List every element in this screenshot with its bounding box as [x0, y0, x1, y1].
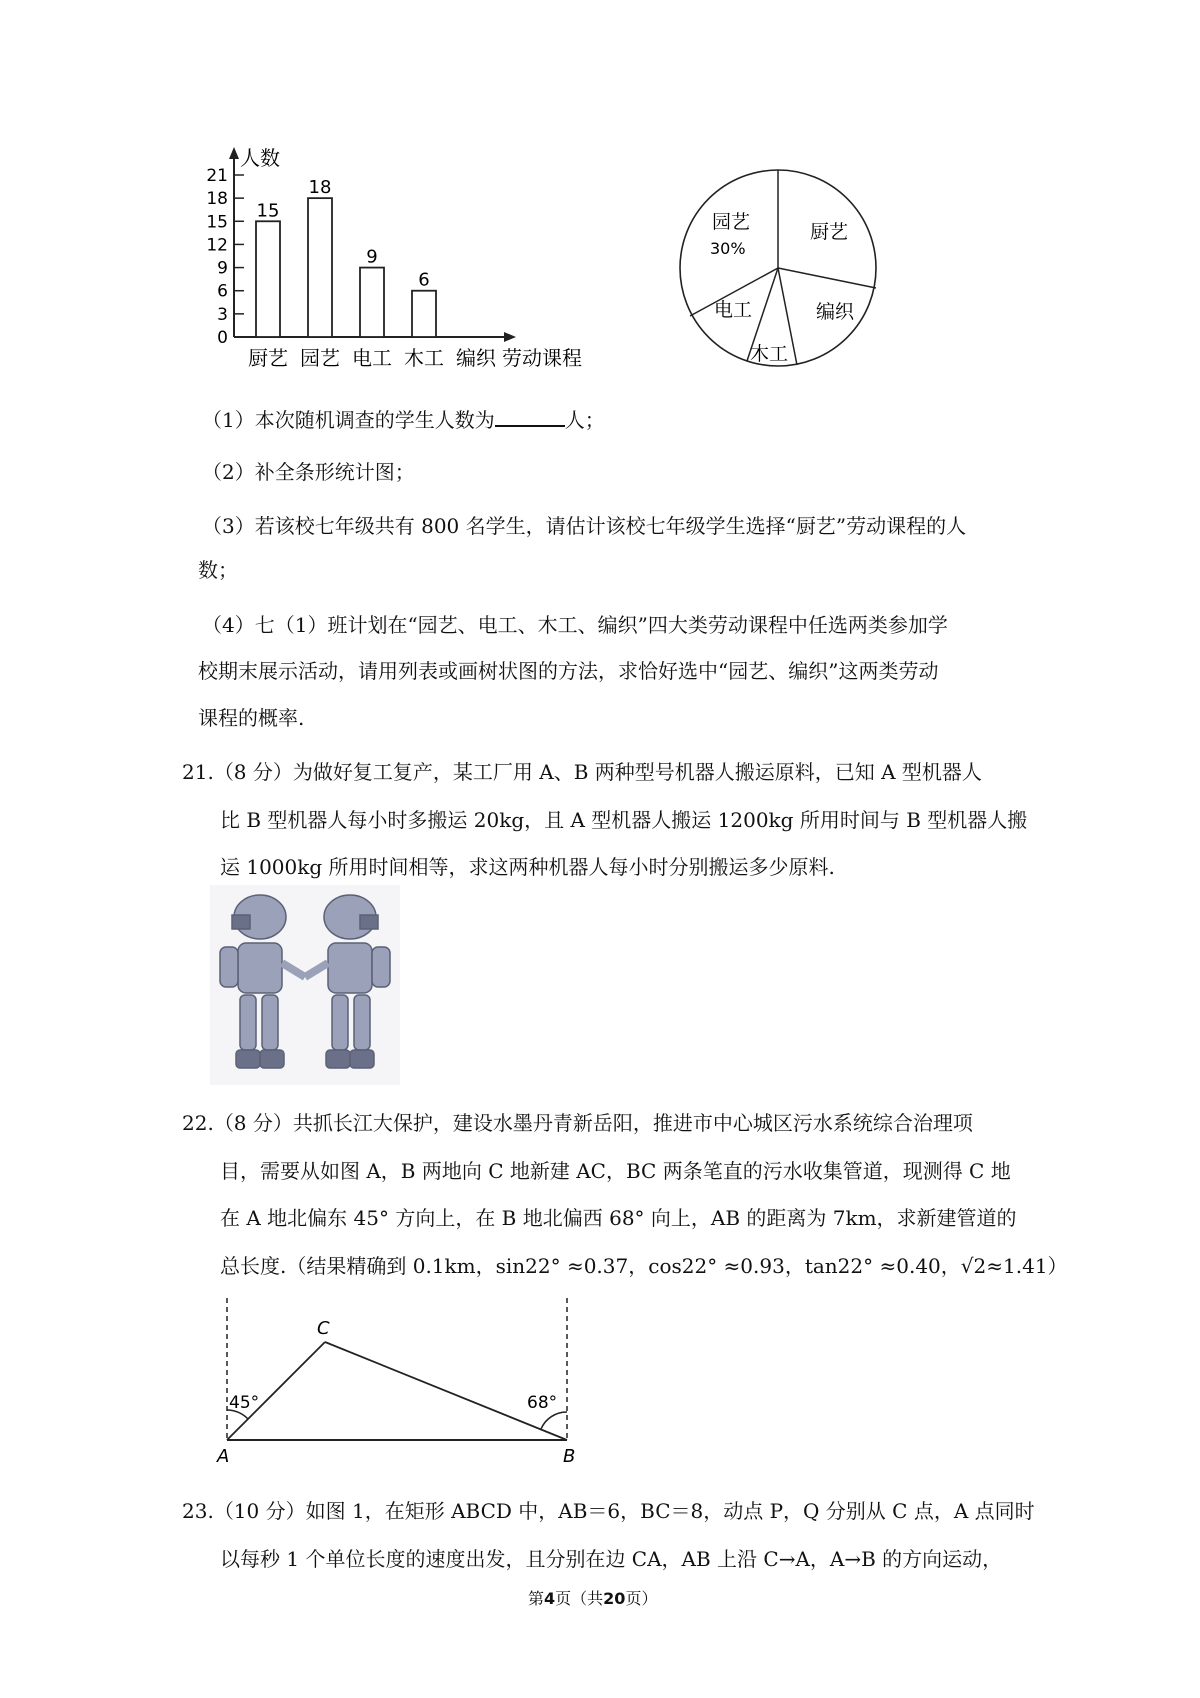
x-tick-label: 园艺 [300, 346, 340, 370]
q22-line: 总长度.（结果精确到 0.1km，sin22° ≈0.37，cos22° ≈0.93，tan22° ≈0.40，√2≈1.41） [220, 1254, 1068, 1278]
q21-line: 比 B 型机器人每小时多搬运 20kg，且 A 型机器人搬运 1200kg 所用时间与 B 型机器人搬 [220, 808, 1028, 832]
q20-part-4-cont: 校期末展示活动，请用列表或画树状图的方法，求恰好选中“园艺、编织”这两类劳动 [198, 659, 939, 683]
y-tick-label: 12 [206, 235, 228, 256]
answer-blank[interactable] [495, 403, 565, 427]
bar-value-label: 15 [256, 200, 280, 222]
pie-label: 园艺 [712, 211, 751, 233]
y-axis-label: 人数 [240, 146, 280, 170]
q20-part-2: （2）补全条形统计图； [202, 460, 415, 484]
y-tick-label: 18 [206, 189, 228, 210]
x-tick-label: 厨艺 [248, 346, 288, 370]
x-axis-label: 劳动课程 [502, 346, 582, 370]
y-axis-arrow [229, 147, 239, 159]
pie-label: 厨艺 [810, 221, 849, 243]
q23-line: 以每秒 1 个单位长度的速度出发，且分别在边 CA，AB 上沿 C→A，A→B 的方向运动， [220, 1547, 1003, 1571]
q21-line: 运 1000kg 所用时间相等，求这两种机器人每小时分别搬运多少原料. [220, 855, 835, 879]
point-b-label: B [563, 1446, 576, 1467]
segment-bc [325, 1342, 567, 1440]
page-footer: 第4页（共20页） [528, 1589, 658, 1608]
bar [360, 268, 384, 337]
angle-b-label: 68° [527, 1393, 558, 1413]
bar-chart [190, 145, 650, 395]
x-axis-arrow [504, 332, 516, 342]
x-tick-label: 电工 [352, 346, 392, 370]
q22-line: 目，需要从如图 A，B 两地向 C 地新建 AC，BC 两条笔直的污水收集管道，现测得 C 地 [220, 1159, 1011, 1183]
x-tick-label: 编织 [456, 346, 496, 370]
angle-arc-b [541, 1412, 567, 1429]
bar [256, 221, 280, 337]
q23-line: 23.（10 分）如图 1，在矩形 ABCD 中，AB＝6，BC＝8，动点 P，Q 分别从 C 点，A 点同时 [182, 1499, 1035, 1523]
pie-percent: 30% [710, 239, 746, 258]
q20-part-4-cont: 课程的概率. [198, 706, 305, 730]
y-tick-label: 21 [206, 166, 228, 186]
q22-line: 在 A 地北偏东 45° 方向上，在 B 地北偏西 68° 向上，AB 的距离为 7km，求新建管道的 [220, 1206, 1017, 1230]
bar-value-label: 6 [418, 269, 430, 291]
triangle-diagram [205, 1290, 585, 1470]
page-total: 20 [603, 1589, 626, 1608]
y-tick-label: 9 [217, 258, 228, 279]
q20-part-3-cont: 数； [198, 558, 238, 582]
bar-value-label: 18 [308, 177, 332, 199]
x-tick-label: 木工 [404, 346, 444, 370]
q20-part-1: （1）本次随机调查的学生人数为 人； [202, 403, 605, 436]
segment-ac [227, 1342, 325, 1440]
pie-chart [670, 160, 890, 380]
pie-divider [778, 268, 876, 288]
y-tick-label: 6 [217, 281, 228, 302]
robots-illustration [210, 885, 400, 1085]
bar [412, 291, 436, 337]
q20-part-4: （4）七（1）班计划在“园艺、电工、木工、编织”四大类劳动课程中任选两类参加学 [202, 613, 948, 637]
angle-a-label: 45° [229, 1393, 260, 1413]
bar [308, 198, 332, 337]
pie-label: 电工 [714, 299, 753, 321]
y-tick-label: 15 [206, 212, 228, 233]
q21-line: 21.（8 分）为做好复工复产，某工厂用 A、B 两种型号机器人搬运原料，已知 A 型机器人 [182, 760, 982, 784]
y-tick-label: 3 [217, 304, 228, 325]
point-c-label: C [317, 1318, 330, 1339]
pie-label: 木工 [750, 343, 789, 365]
point-a-label: A [217, 1446, 230, 1467]
page-number: 4 [544, 1589, 556, 1608]
y-tick-label: 0 [217, 328, 228, 348]
pie-label: 编织 [816, 301, 855, 323]
bar-value-label: 9 [366, 246, 378, 268]
q22-line: 22.（8 分）共抓长江大保护，建设水墨丹青新岳阳，推进市中心城区污水系统综合治理项 [182, 1111, 973, 1135]
q20-part-3: （3）若该校七年级共有 800 名学生，请估计该校七年级学生选择“厨艺”劳动课程的人 [202, 514, 967, 538]
